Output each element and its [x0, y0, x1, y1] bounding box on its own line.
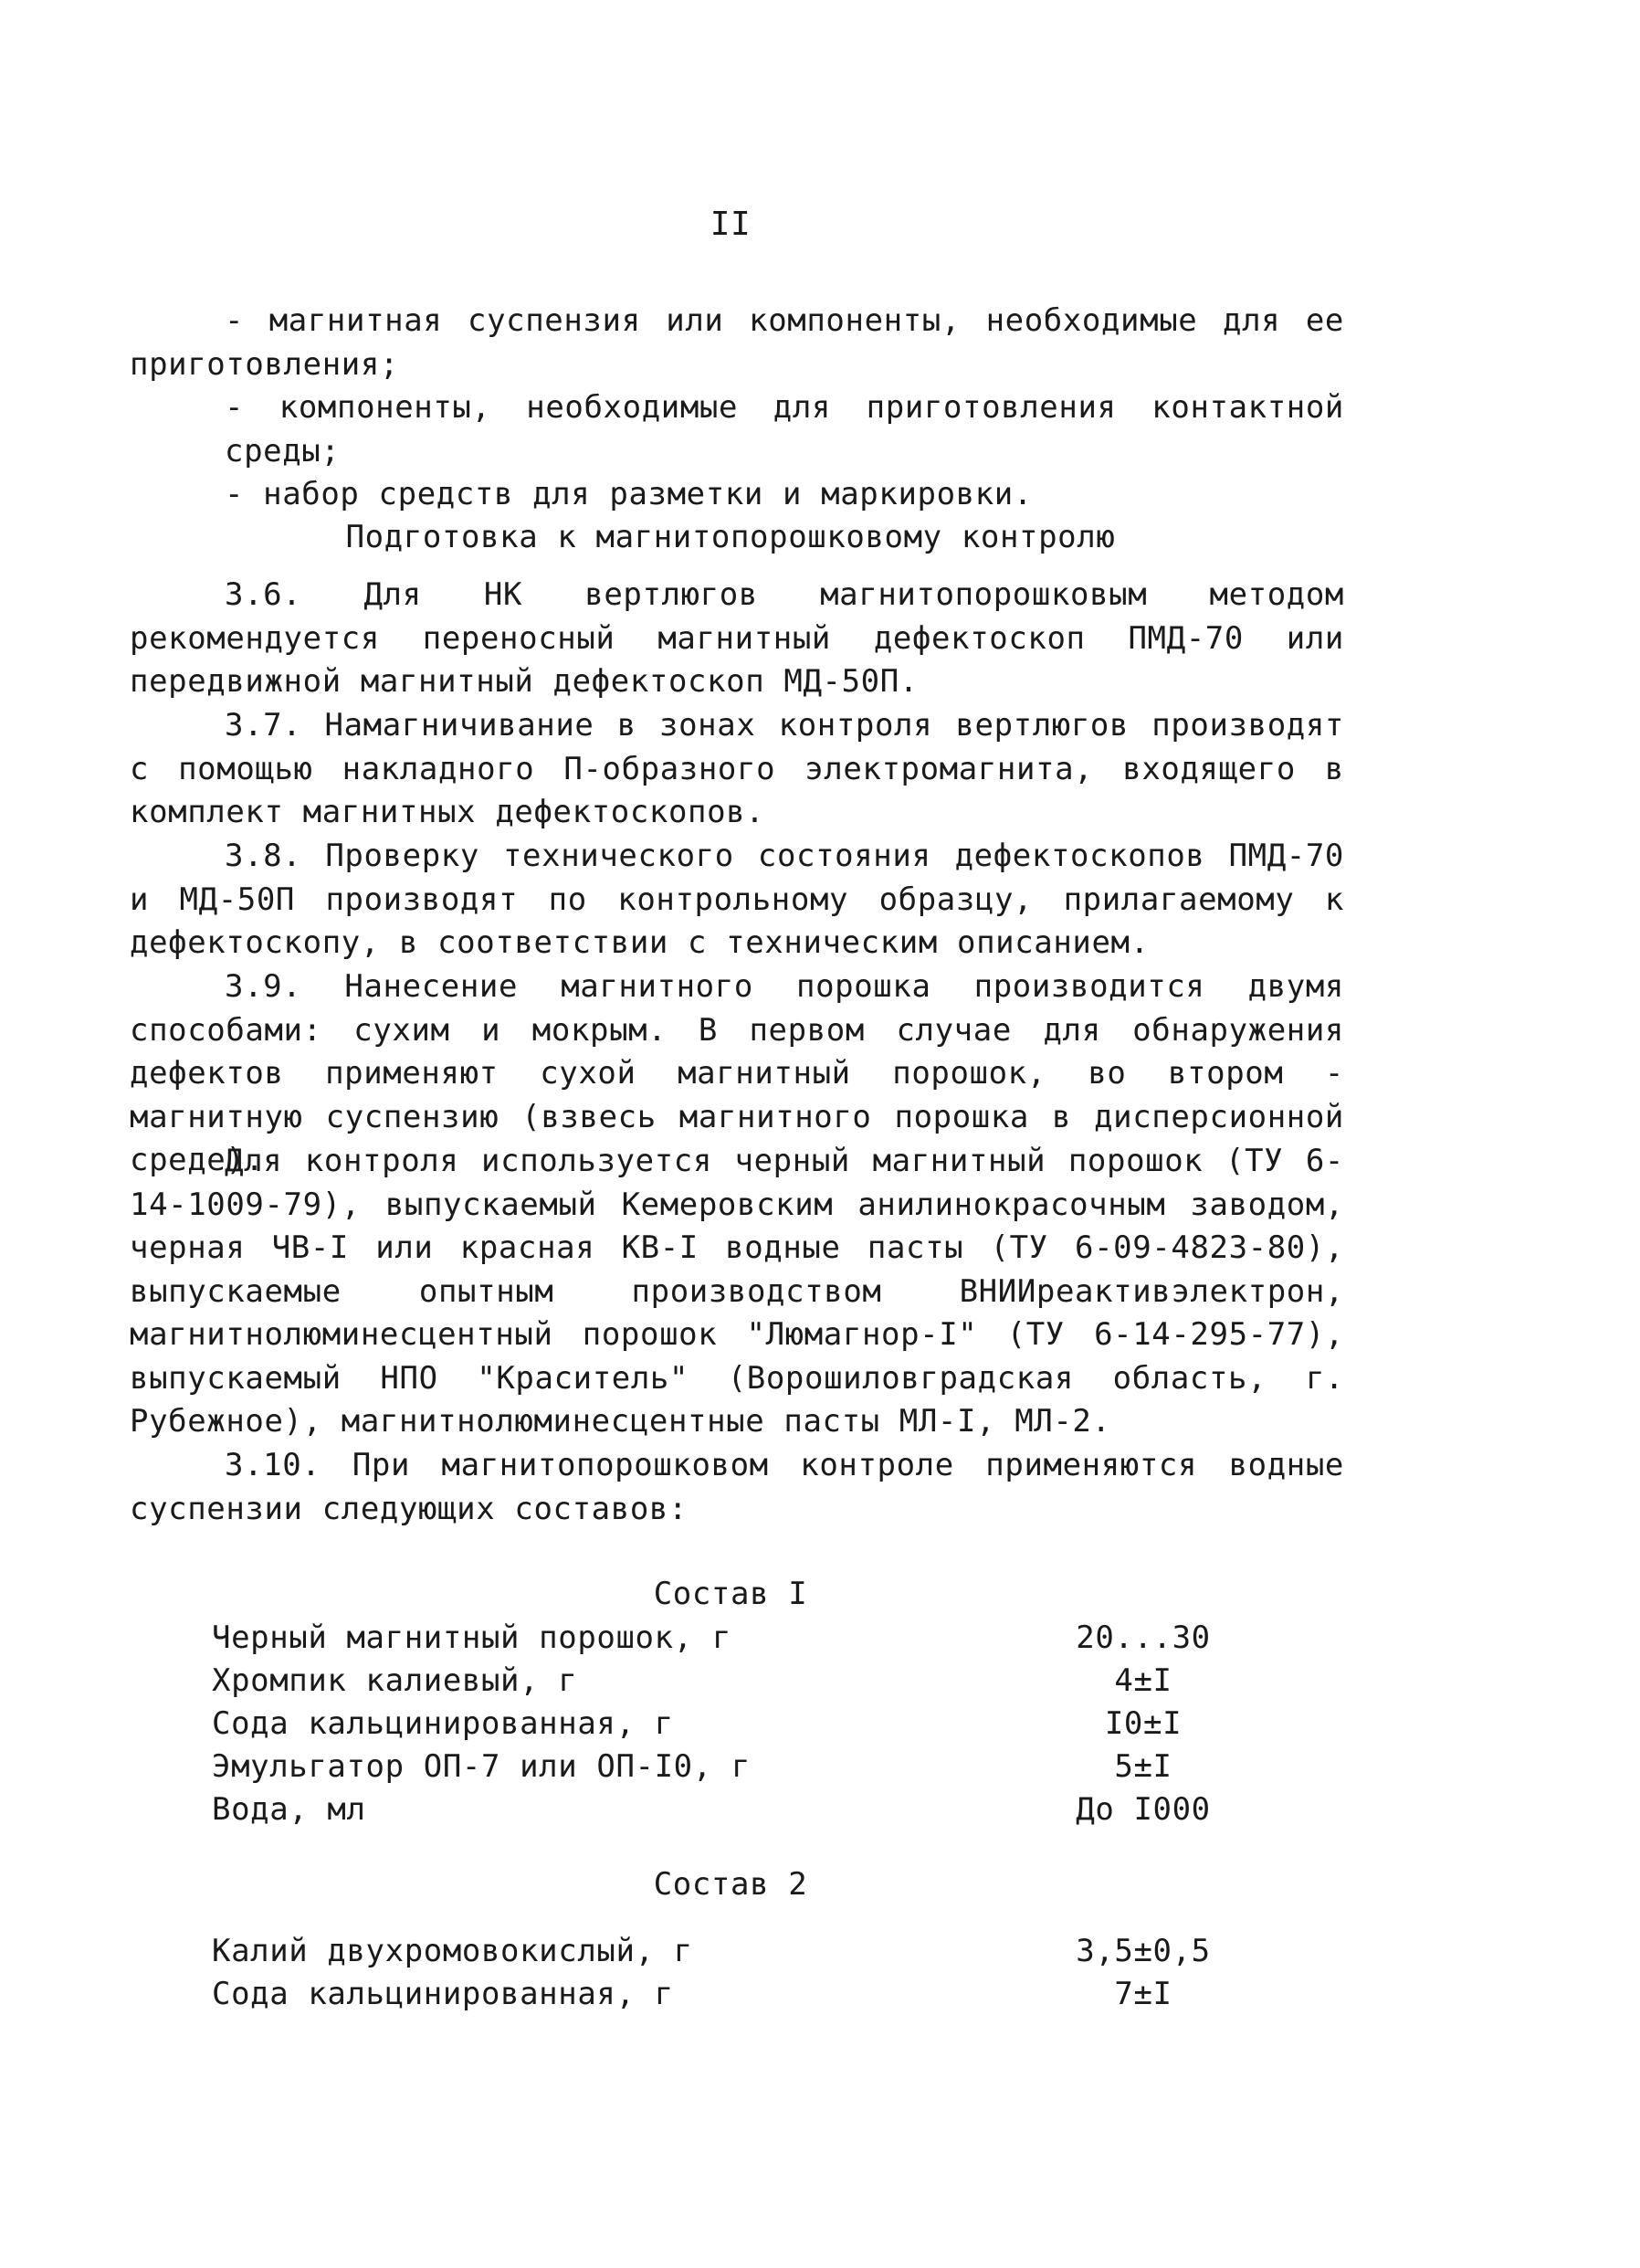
ingredient-amount: 4±I [1114, 1662, 1172, 1699]
ingredient-name: Сода кальцинированная, г [212, 1976, 674, 2012]
ingredient-amount: 7±I [1114, 1976, 1172, 2012]
page-number: II [710, 206, 752, 243]
ingredient-name: Хромпик калиевый, г [212, 1662, 578, 1699]
composition-row [212, 1973, 1262, 2016]
composition-row [212, 1746, 1262, 1788]
list-item: - набор средств для разметки и маркировки. [225, 476, 1033, 512]
composition-title: Состав I [653, 1576, 808, 1612]
composition-row [212, 1617, 1262, 1660]
ingredient-amount: До I000 [1076, 1791, 1211, 1828]
paragraph-3-8: 3.8. Проверку технического состояния дефектоскопов ПМД-70 и МД-50П производят по контрольному образцу, прилагаемому к дефектоскопу, в соответствии с техническим описанием. [130, 838, 1344, 961]
ingredient-amount: I0±I [1104, 1705, 1183, 1742]
ingredient-name: Вода, мл [212, 1791, 366, 1828]
section-heading: Подготовка к магнитопорошковому контролю [345, 519, 1116, 555]
paragraph-3-9: 3.9. Нанесение магнитного порошка производится двумя способами: сухим и мокрым. В первом случае для обнаружения дефектов применяют сухой магнитный порошок, во втором - магнитную суспензию (взвесь магнитного порошка в дисперсионной среде). [130, 968, 1344, 1178]
ingredient-name: Черный магнитный порошок, г [212, 1619, 731, 1656]
ingredient-name: Эмульгатор ОП-7 или ОП-I0, г [212, 1748, 751, 1785]
paragraph-3-6: 3.6. Для НК вертлюгов магнитопорошковым методом рекомендуется переносный магнитный дефектоскоп ПМД-70 или передвижной магнитный дефектоскоп МД-50П. [130, 576, 1344, 700]
paragraph-powders: Для контроля используется черный магнитный порошок (ТУ 6-14-1009-79), выпускаемый Кемеровским анилинокрасочным заводом, черная ЧВ-I или красная КВ-I водные пасты (ТУ 6-09-4823-80), выпускаемые опытным производством ВНИИреактивэлектрон, магнитнолюминесцентный порошок "Люмагнор-I" (ТУ 6-14-295-77), выпускаемый НПО "Краситель" (Ворошиловградская область, г. Рубежное), магнитнолюминесцентные пасты МЛ-I, МЛ-2. [130, 1143, 1344, 1440]
ingredient-name: Калий двухромовокислый, г [212, 1933, 693, 1969]
ingredient-amount: 20...30 [1076, 1619, 1211, 1656]
ingredient-name: Сода кальцинированная, г [212, 1705, 674, 1742]
requirements-list [130, 300, 1344, 517]
ingredient-amount: 5±I [1114, 1748, 1172, 1785]
composition-row [212, 1660, 1262, 1703]
composition-row [212, 1703, 1262, 1746]
composition-row [212, 1930, 1262, 1973]
paragraph-3-10: 3.10. При магнитопорошковом контроле применяются водные суспензии следующих составов: [130, 1447, 1344, 1527]
paragraph-3-7: 3.7. Намагничивание в зонах контроля вертлюгов производят с помощью накладного П-образного электромагнита, входящего в комплект магнитных дефектоскопов. [130, 707, 1344, 830]
composition-row [212, 1788, 1262, 1831]
composition-title: Состав 2 [653, 1866, 808, 1903]
list-item: - магнитная суспензия или компоненты, необходимые для ее приготовления; [130, 302, 1344, 383]
ingredient-amount: 3,5±0,5 [1076, 1933, 1211, 1969]
list-item: - компоненты, необходимые для приготовления контактной среды; [225, 389, 1344, 469]
